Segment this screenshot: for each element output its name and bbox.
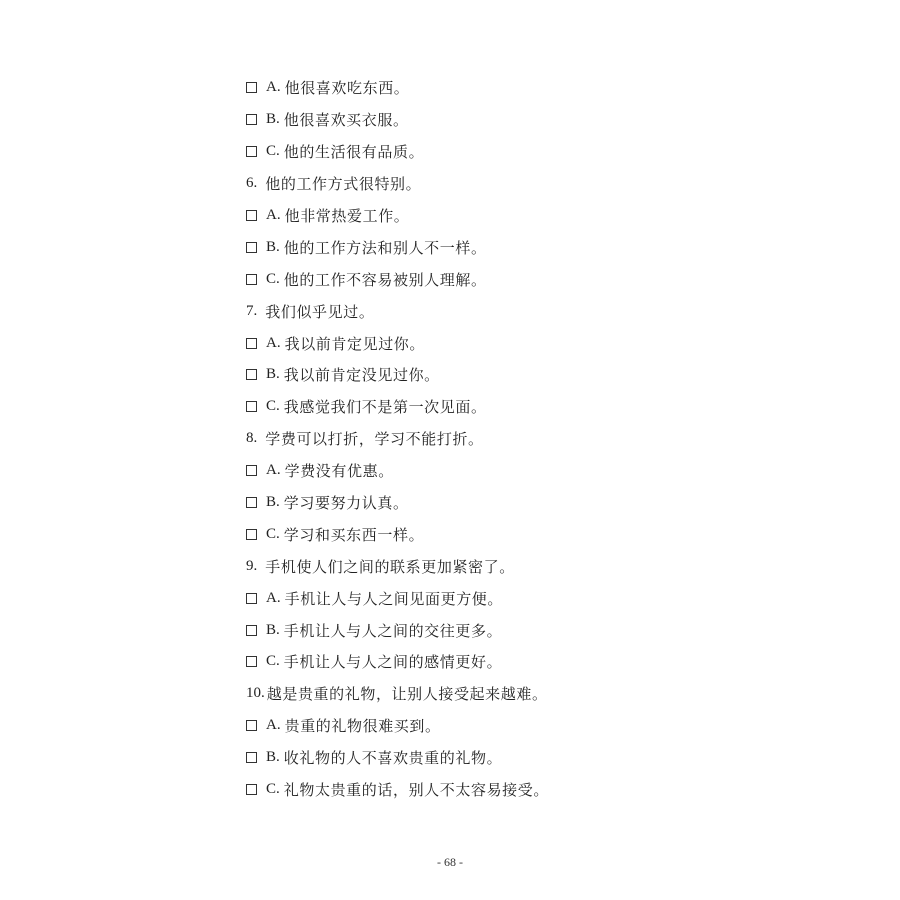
checkbox[interactable]: [246, 529, 257, 540]
option-text: 他非常热爱工作。: [284, 207, 410, 225]
option-row: [246, 359, 846, 391]
question-text: 越是贵重的礼物，让别人接受起来越难。: [266, 685, 548, 704]
option-letter: B.: [266, 366, 280, 383]
option-letter: B.: [266, 621, 280, 638]
question-row: [246, 550, 846, 582]
option-letter: A.: [266, 589, 281, 606]
option-letter: C.: [266, 525, 280, 542]
option-text: 手机让人与人之间的交往更多。: [283, 621, 503, 640]
option-letter: A.: [266, 334, 281, 351]
question-text: 他的工作方式很特别。: [265, 175, 422, 194]
question-number: 10.: [246, 685, 265, 702]
option-text: 我以前肯定见过你。: [284, 334, 425, 353]
option-text: 手机让人与人之间见面更方便。: [284, 589, 503, 608]
option-row: [246, 614, 846, 646]
question-row: [246, 295, 846, 327]
question-number: 9.: [246, 557, 258, 574]
option-text: 我以前肯定没见过你。: [283, 366, 440, 385]
checkbox[interactable]: [246, 369, 257, 380]
option-letter: C.: [266, 270, 280, 287]
question-row: [246, 168, 846, 200]
checkbox[interactable]: [246, 274, 257, 285]
exercise-list: [246, 72, 846, 805]
option-row: [246, 104, 846, 136]
checkbox[interactable]: [246, 242, 257, 253]
option-letter: B.: [266, 749, 280, 766]
option-row: [246, 231, 846, 263]
checkbox[interactable]: [246, 625, 257, 636]
option-row: [246, 710, 846, 742]
question-row: [246, 423, 846, 455]
checkbox[interactable]: [246, 720, 257, 731]
option-text: 手机让人与人之间的感情更好。: [283, 653, 503, 672]
option-letter: C.: [266, 143, 280, 160]
option-text: 贵重的礼物很难买到。: [284, 717, 441, 736]
option-text: 学习要努力认真。: [283, 494, 409, 513]
checkbox[interactable]: [246, 497, 257, 508]
checkbox[interactable]: [246, 784, 257, 795]
option-row: [246, 582, 846, 614]
checkbox[interactable]: [246, 752, 257, 763]
checkbox[interactable]: [246, 401, 257, 412]
question-text: 我们似乎见过。: [265, 302, 375, 321]
option-letter: C.: [266, 398, 280, 415]
option-row: [246, 391, 846, 423]
question-number: 6.: [246, 175, 258, 192]
checkbox[interactable]: [246, 210, 257, 221]
option-text: 礼物太贵重的话，别人不太容易接受。: [283, 781, 549, 800]
option-letter: C.: [266, 781, 280, 798]
option-row: [246, 200, 846, 232]
checkbox[interactable]: [246, 656, 257, 667]
option-row: [246, 72, 846, 104]
option-text: 我感觉我们不是第一次见面。: [283, 398, 487, 417]
option-row: [246, 327, 846, 359]
option-letter: A.: [266, 207, 281, 223]
question-text: 手机使人们之间的联系更加紧密了。: [265, 557, 515, 576]
option-row: [246, 742, 846, 774]
checkbox[interactable]: [246, 146, 257, 157]
checkbox[interactable]: [246, 465, 257, 476]
checkbox[interactable]: [246, 338, 257, 349]
option-text: 他很喜欢买衣服。: [283, 111, 409, 130]
page-number: - 68 -: [437, 855, 463, 869]
option-letter: C.: [266, 653, 280, 670]
option-row: [246, 487, 846, 519]
question-row: [246, 678, 846, 710]
option-letter: A.: [266, 717, 281, 734]
checkbox[interactable]: [246, 114, 257, 125]
option-row: [246, 518, 846, 550]
option-letter: B.: [266, 111, 280, 128]
option-text: 学习和买东西一样。: [283, 525, 425, 544]
checkbox[interactable]: [246, 82, 257, 93]
option-text: 他很喜欢吃东西。: [284, 79, 410, 98]
option-text: 他的生活很有品质。: [283, 143, 425, 162]
option-text: 收礼物的人不喜欢贵重的礼物。: [283, 749, 503, 768]
question-text: 学费可以打折，学习不能打折。: [265, 430, 484, 449]
option-letter: A.: [266, 79, 281, 96]
option-text: 学费没有优惠。: [284, 462, 394, 481]
option-row: [246, 136, 846, 168]
option-text: 他的工作方法和别人不一样。: [283, 238, 487, 257]
option-row: [246, 774, 846, 806]
option-row: [246, 646, 846, 678]
question-number: 8.: [246, 430, 258, 447]
option-row: [246, 263, 846, 295]
option-letter: B.: [266, 494, 280, 511]
checkbox[interactable]: [246, 593, 257, 604]
option-text: 他的工作不容易被别人理解。: [283, 270, 487, 289]
option-row: [246, 455, 846, 487]
option-letter: B.: [266, 238, 280, 255]
question-number: 7.: [246, 302, 258, 319]
option-letter: A.: [266, 462, 281, 479]
